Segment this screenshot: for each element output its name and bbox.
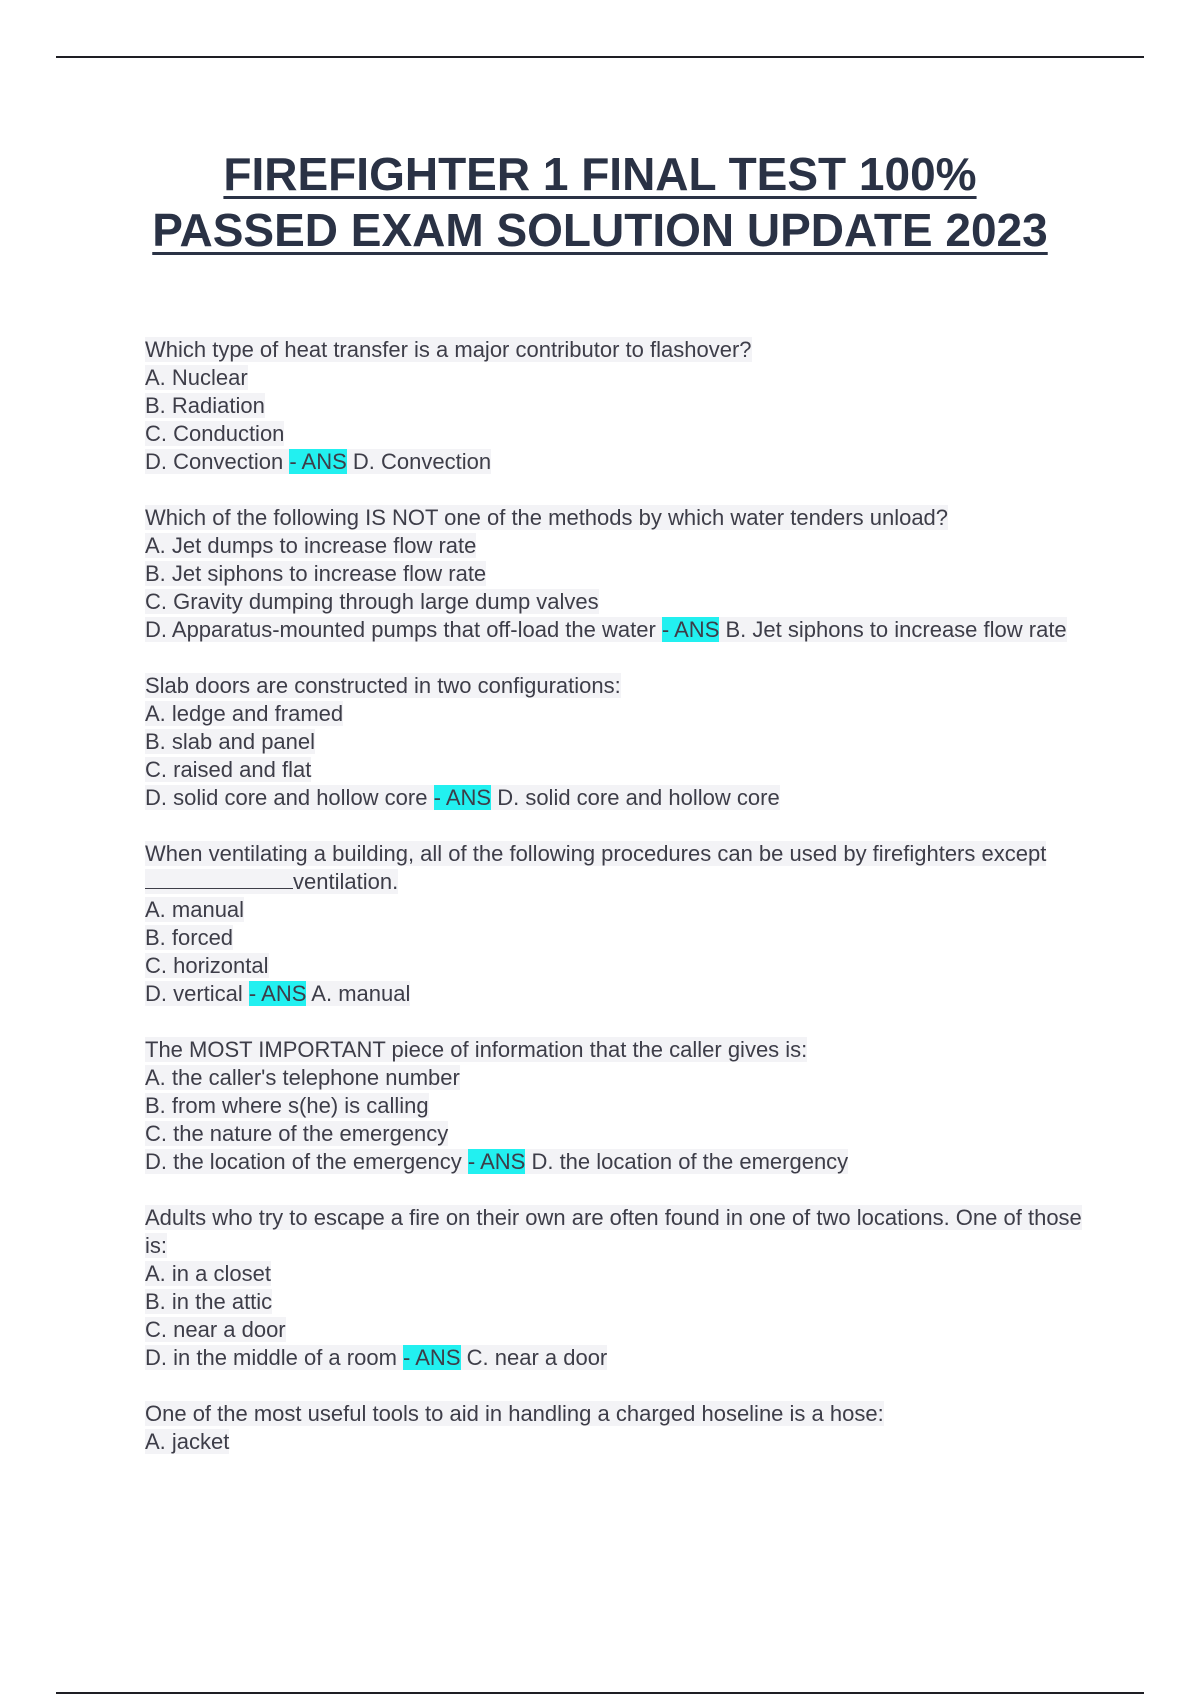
answer-option: A. Jet dumps to increase flow rate (145, 533, 477, 558)
answer-option: A. manual (145, 897, 245, 922)
answer-option: B. Radiation (145, 393, 265, 418)
question-prompt: One of the most useful tools to aid in handling a charged hoseline is a hose: (145, 1401, 884, 1426)
correct-answer: B. Jet siphons to increase flow rate (725, 617, 1067, 642)
top-rule (56, 56, 1144, 58)
question-block (145, 336, 1090, 476)
correct-answer: A. manual (311, 981, 411, 1006)
answer-option: B. in the attic (145, 1289, 273, 1314)
fill-in-blank (145, 868, 293, 889)
document-title (0, 146, 1200, 258)
question-block (145, 1400, 1090, 1456)
answer-option: A. Nuclear (145, 365, 248, 390)
answer-option: B. slab and panel (145, 729, 316, 754)
answer-option: A. jacket (145, 1429, 230, 1454)
question-prompt: The MOST IMPORTANT piece of information that the caller gives is: (145, 1037, 808, 1062)
answer-option: B. from where s(he) is calling (145, 1093, 429, 1118)
ans-highlight: - ANS (403, 1345, 461, 1370)
question-prompt: When ventilating a building, all of the following procedures can be used by firefighters except (145, 841, 1047, 866)
correct-answer: C. near a door (466, 1345, 608, 1370)
answer-option: C. Conduction (145, 421, 285, 446)
answer-option: C. horizontal (145, 953, 269, 978)
title-line-2: PASSED EXAM SOLUTION UPDATE 2023 (152, 204, 1048, 256)
answer-option: D. vertical (145, 981, 243, 1006)
answer-option: C. Gravity dumping through large dump valves (145, 589, 599, 614)
correct-answer: D. solid core and hollow core (497, 785, 780, 810)
question-block (145, 672, 1090, 812)
ans-highlight: - ANS (248, 981, 307, 1006)
answer-option: A. ledge and framed (145, 701, 344, 726)
answer-option: B. Jet siphons to increase flow rate (145, 561, 487, 586)
question-prompt-end: ventilation. (293, 869, 399, 894)
ans-highlight: - ANS (661, 617, 720, 642)
correct-answer: D. the location of the emergency (531, 1149, 849, 1174)
question-block (145, 1036, 1090, 1176)
question-block (145, 1204, 1090, 1372)
ans-highlight: - ANS (289, 449, 347, 474)
question-block (145, 504, 1090, 644)
answer-option: D. solid core and hollow core (145, 785, 428, 810)
title-line-1: FIREFIGHTER 1 FINAL TEST 100% (223, 148, 977, 200)
answer-option: D. Convection (145, 449, 284, 474)
answer-option: A. the caller's telephone number (145, 1065, 460, 1090)
answer-option: A. in a closet (145, 1261, 271, 1286)
question-list (145, 336, 1090, 1484)
question-block (145, 840, 1090, 1008)
ans-highlight: - ANS (467, 1149, 526, 1174)
correct-answer: D. Convection (352, 449, 492, 474)
question-prompt: Which type of heat transfer is a major contributor to flashover? (145, 337, 752, 362)
answer-option: C. the nature of the emergency (145, 1121, 449, 1146)
question-prompt: Slab doors are constructed in two configurations: (145, 673, 621, 698)
question-prompt: Which of the following IS NOT one of the methods by which water tenders unload? (145, 505, 949, 530)
answer-option: D. the location of the emergency (145, 1149, 462, 1174)
answer-option: C. near a door (145, 1317, 286, 1342)
answer-option: C. raised and flat (145, 757, 312, 782)
answer-option: B. forced (145, 925, 234, 950)
question-prompt: Adults who try to escape a fire on their own are often found in one of two locations. One of those is: (145, 1205, 1082, 1258)
answer-option: D. in the middle of a room (145, 1345, 397, 1370)
bottom-rule (56, 1692, 1144, 1694)
answer-option: D. Apparatus-mounted pumps that off-load the water (145, 617, 656, 642)
ans-highlight: - ANS (433, 785, 492, 810)
